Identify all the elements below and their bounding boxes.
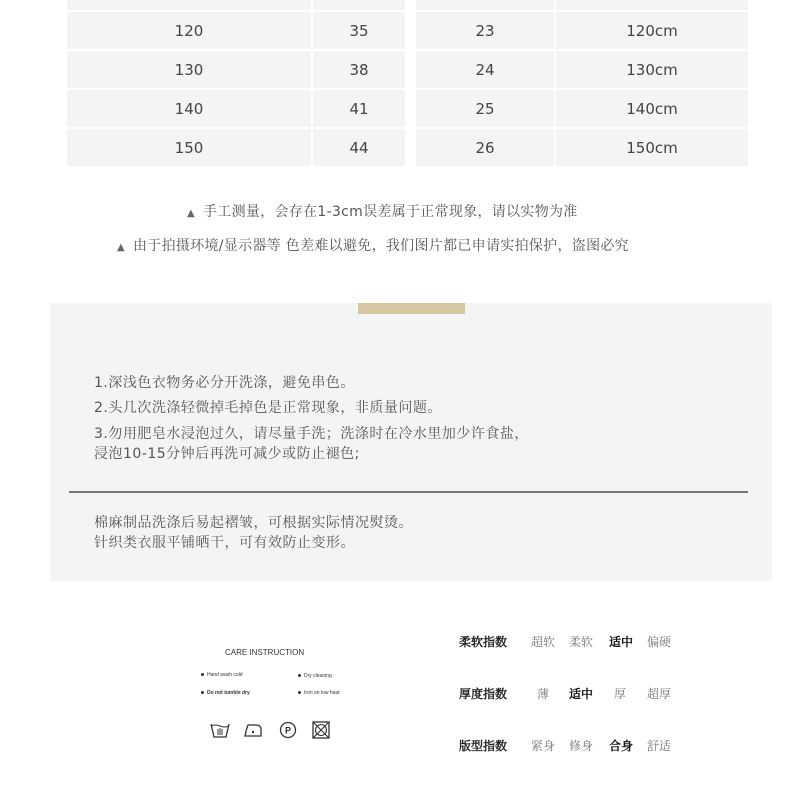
size-cell: 26	[416, 129, 554, 166]
thickness-option: 薄	[537, 687, 550, 701]
fit-option: 修身	[569, 739, 594, 753]
fit-option: 紧身	[531, 739, 556, 753]
dry-clean-icon	[278, 721, 298, 739]
size-cell: 120	[67, 12, 311, 49]
wash-line: 2.头几次洗涤轻微掉毛掉色是正常现象，非质量问题。	[94, 400, 442, 416]
fit-index-label: 版型指数	[459, 739, 508, 753]
table-row	[67, 12, 748, 49]
table-row	[67, 51, 748, 88]
wash-extra-line: 针织类衣服平铺晒干，可有效防止变形。	[94, 535, 355, 551]
thickness-index-label: 厚度指数	[459, 687, 508, 701]
care-title: CARE INSTRUCTION	[225, 648, 305, 657]
size-cell: 130	[67, 51, 311, 88]
warning-triangle-icon: ▲	[117, 242, 125, 253]
svg-text:P: P	[284, 725, 292, 736]
warning-triangle-icon: ▲	[187, 208, 195, 219]
no-tumble-dry-icon	[311, 721, 331, 739]
section-tab	[358, 303, 465, 314]
washing-panel	[50, 303, 772, 581]
softness-index-label: 柔软指数	[459, 635, 508, 649]
iron-icon	[243, 721, 263, 739]
table-row	[67, 90, 748, 127]
wash-extra-line: 棉麻制品洗涤后易起褶皱，可根据实际情况熨烫。	[94, 515, 413, 531]
size-cell: 35	[313, 12, 405, 49]
care-item: Iron on low heat	[298, 690, 340, 696]
size-cell: 140cm	[556, 90, 748, 127]
hand-wash-icon	[210, 721, 230, 739]
size-cell: 23	[416, 12, 554, 49]
softness-option: 偏硬	[647, 635, 672, 649]
thickness-option: 厚	[614, 687, 627, 701]
table-row-partial	[67, 0, 748, 10]
thickness-option: 超厚	[647, 687, 672, 701]
size-cell: 25	[416, 90, 554, 127]
care-item: Dry cleaning	[298, 673, 332, 679]
size-cell: 140	[67, 90, 311, 127]
table-row	[67, 129, 748, 166]
color-note: ▲ 由于拍摄环境/显示器等 色差难以避免，我们图片都已申请实拍保护，盗图必究	[117, 238, 629, 254]
care-item: Do not tumble dry	[201, 690, 250, 696]
measurement-note: ▲ 手工测量，会存在1-3cm误差属于正常现象，请以实物为准	[187, 204, 578, 220]
softness-option-selected: 适中	[609, 635, 634, 649]
softness-option: 超软	[531, 635, 556, 649]
thickness-option-selected: 适中	[569, 687, 594, 701]
fit-option: 舒适	[647, 739, 672, 753]
size-cell: 44	[313, 129, 405, 166]
wash-line: 1.深浅色衣物务必分开洗涤，避免串色。	[94, 375, 355, 391]
wash-line: 浸泡10-15分钟后再洗可减少或防止褪色;	[94, 446, 360, 462]
softness-option: 柔软	[569, 635, 594, 649]
wash-line: 3.勿用肥皂水浸泡过久，请尽量手洗；洗涤时在冷水里加少许食盐，	[94, 426, 529, 442]
size-cell: 130cm	[556, 51, 748, 88]
size-cell: 150cm	[556, 129, 748, 166]
size-cell: 38	[313, 51, 405, 88]
size-cell: 150	[67, 129, 311, 166]
care-item: Hand wash cold	[201, 672, 243, 678]
fit-option-selected: 合身	[609, 739, 634, 753]
size-cell: 120cm	[556, 12, 748, 49]
section-divider	[69, 491, 748, 493]
size-cell: 24	[416, 51, 554, 88]
size-cell: 41	[313, 90, 405, 127]
